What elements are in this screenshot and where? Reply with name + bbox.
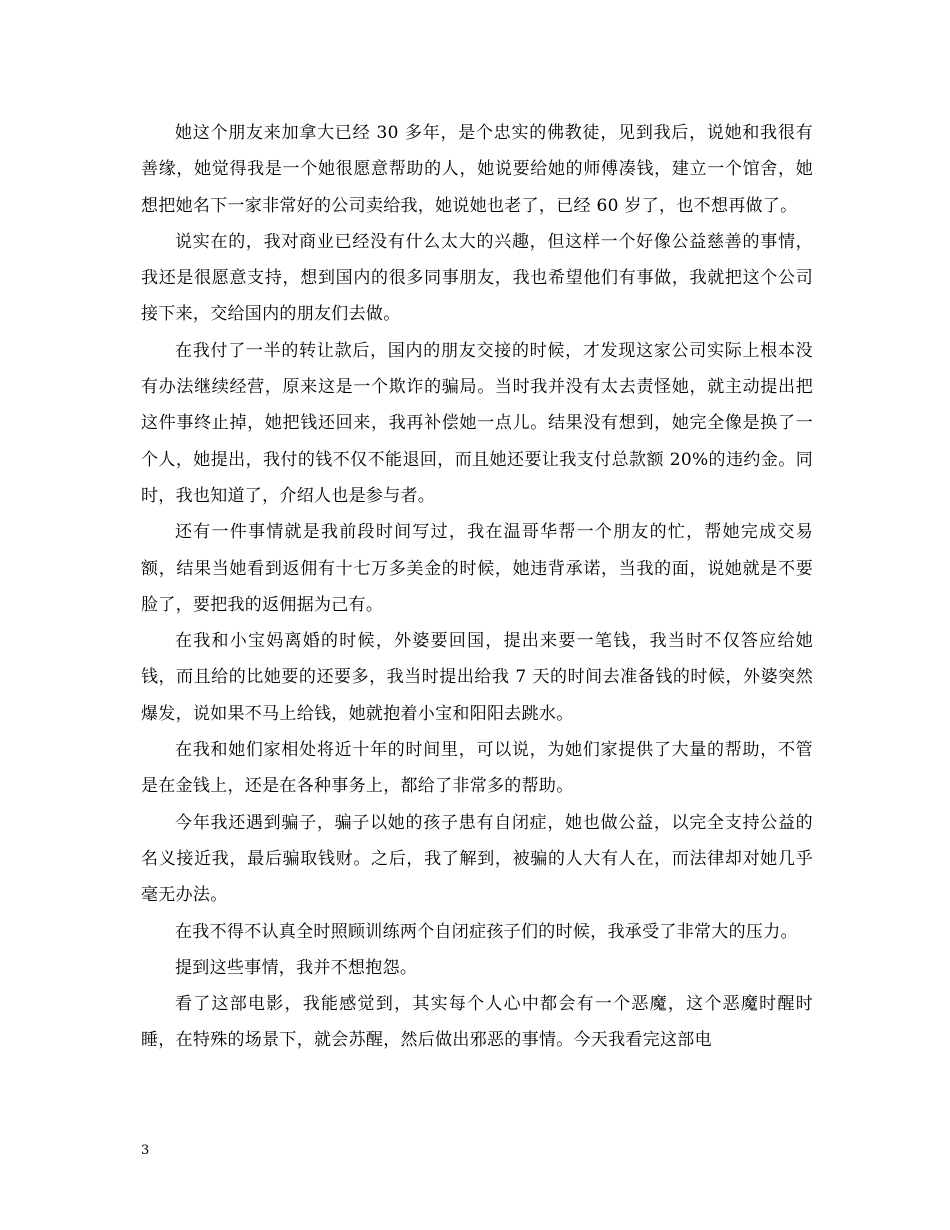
paragraph-6: 在我和她们家相处将近十年的时间里，可以说，为她们家提供了大量的帮助，不管是在金钱上，还是在各种事务上，都给了非常多的帮助。 xyxy=(141,740,813,797)
paragraph-9: 提到这些事情，我并不想抱怨。 xyxy=(175,957,418,978)
paragraph-10: 看了这部电影，我能感觉到，其实每个人心中都会有一个恶魔，这个恶魔时醒时睡，在特殊的场景下，就会苏醒，然后做出邪恶的事情。今天我看完这部电 xyxy=(141,994,813,1051)
page-number: 3 xyxy=(141,1143,150,1158)
document-body xyxy=(141,115,813,1059)
paragraph-2: 说实在的，我对商业已经没有什么太大的兴趣，但这样一个好像公益慈善的事情，我还是很愿意支持，想到国内的很多同事朋友，我也希望他们有事做，我就把这个公司接下来，交给国内的朋友们去做。 xyxy=(141,231,813,325)
paragraph-4: 还有一件事情就是我前段时间写过，我在温哥华帮一个朋友的忙，帮她完成交易额，结果当她看到返佣有十七万多美金的时候，她违背承诺，当我的面，说她就是不要脸了，要把我的返佣据为己有。 xyxy=(141,522,813,615)
paragraph-1: 她这个朋友来加拿大已经 30 多年，是个忠实的佛教徒，见到我后，说她和我很有善缘，她觉得我是一个她很愿意帮助的人，她说要给她的师傅凑钱，建立一个馆舍，她想把她名下一家非常好的公司卖给我，她说她也老了，已经 60 岁了，也不想再做了。 xyxy=(141,123,813,216)
paragraph-5: 在我和小宝妈离婚的时候，外婆要回国，提出来要一笔钱，我当时不仅答应给她钱，而且给的比她要的还要多，我当时提出给我 7 天的时间去准备钱的时候，外婆突然爆发，说如果不马上给钱，她就抱着小宝和阳阳去跳水。 xyxy=(141,631,813,724)
paragraph-7: 今年我还遇到骗子，骗子以她的孩子患有自闭症，她也做公益，以完全支持公益的名义接近我，最后骗取钱财。之后，我了解到，被骗的人大有人在，而法律却对她几乎毫无办法。 xyxy=(141,812,813,906)
paragraph-3: 在我付了一半的转让款后，国内的朋友交接的时候，才发现这家公司实际上根本没有办法继续经营，原来这是一个欺诈的骗局。当时我并没有太去责怪她，就主动提出把这件事终止掉，她把钱还回来，我再补偿她一点儿。结果没有想到，她完全像是换了一个人，她提出，我付的钱不仅不能退回，而且她还要让我支付总款额 20%的违约金。同时，我也知道了，介绍人也是参与者。 xyxy=(141,340,813,506)
paragraph-8: 在我不得不认真全时照顾训练两个自闭症孩子们的时候，我承受了非常大的压力。 xyxy=(175,921,798,942)
